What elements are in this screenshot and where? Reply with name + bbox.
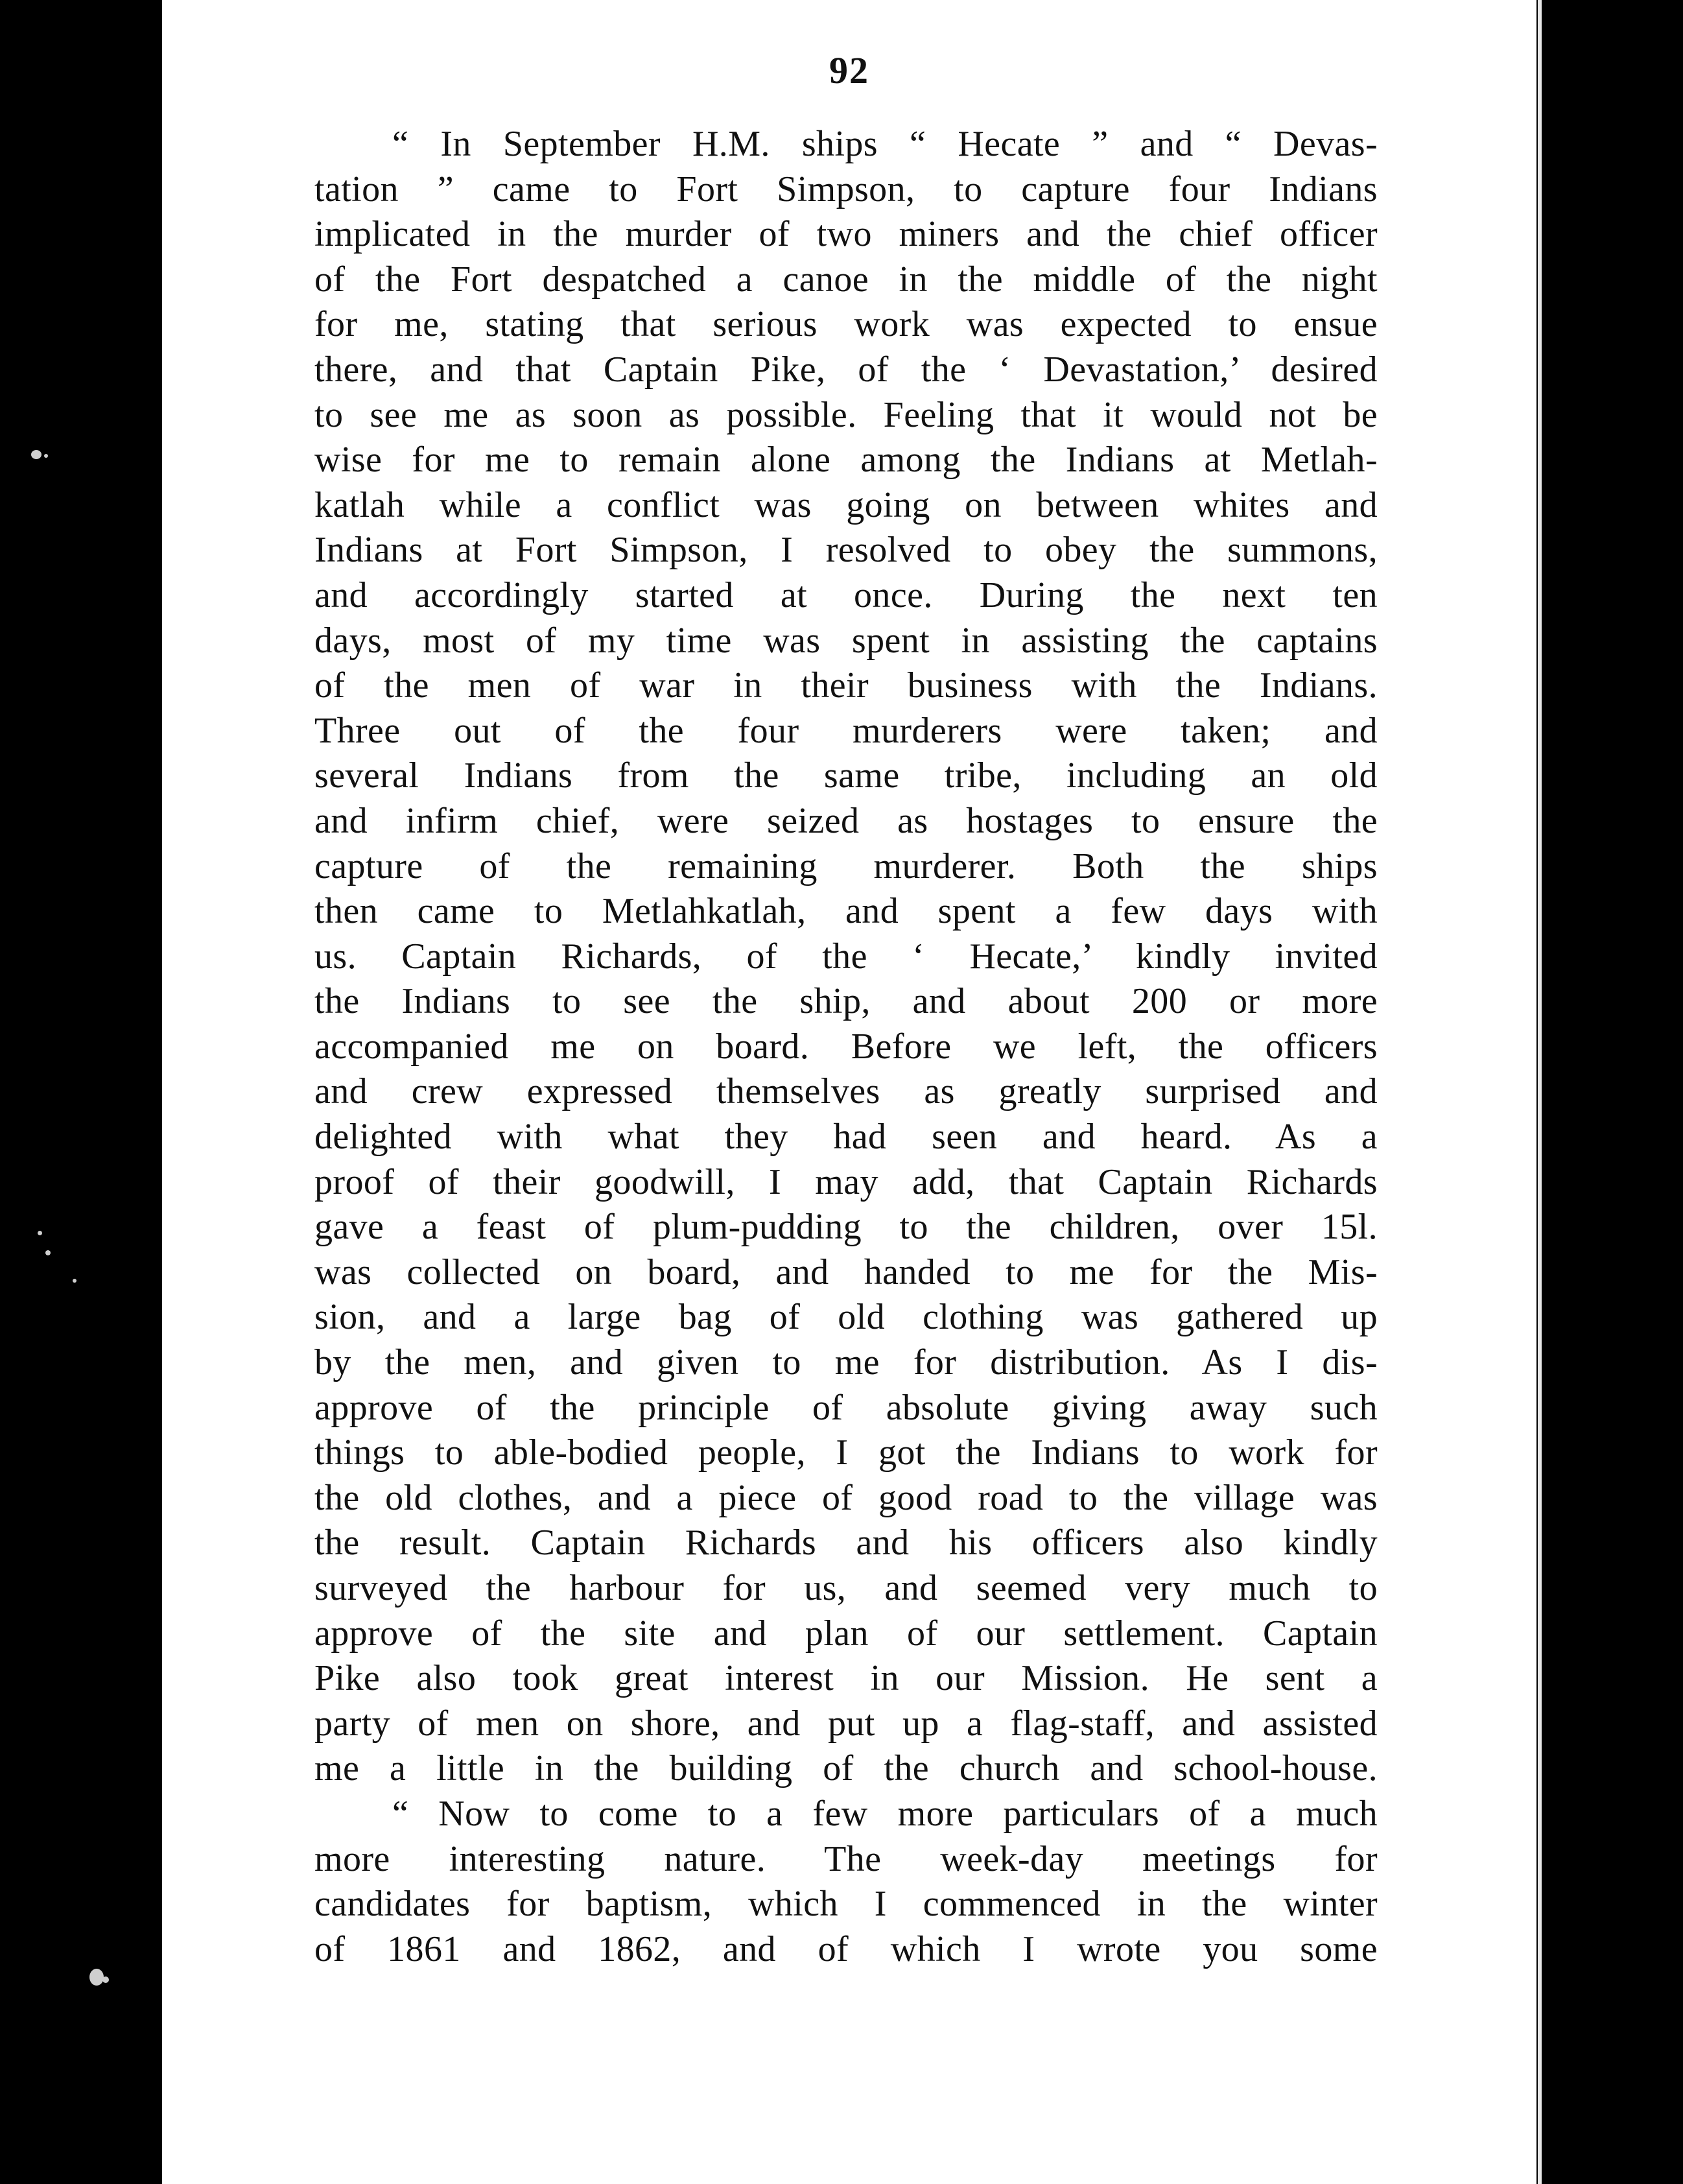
text-line: approve of the principle of absolute giving away such	[314, 1387, 1378, 1428]
text-line: candidates for baptism, which I commenced in the winter	[314, 1884, 1378, 1925]
text-line: katlah while a conflict was going on between whites and	[314, 484, 1378, 525]
scan-speck	[73, 1279, 76, 1283]
text-line: approve of the site and plan of our settlement. Captain	[314, 1613, 1378, 1654]
text-line: then came to Metlahkatlah, and spent a few days with	[314, 891, 1378, 932]
paragraph-2	[314, 1792, 1378, 1972]
text-line: “ Now to come to a few more particulars of a much	[392, 1793, 1378, 1834]
text-line: surveyed the harbour for us, and seemed very much to	[314, 1568, 1378, 1608]
scan-left-border	[0, 0, 162, 2184]
text-line: Indians at Fort Simpson, I resolved to obey the summons,	[314, 530, 1378, 571]
scan-speck	[102, 1976, 109, 1983]
text-line: “ In September H.M. ships “ Hecate ” and “ Devas-	[392, 124, 1378, 164]
text-line: us. Captain Richards, of the ‘ Hecate,’ kindly invited	[314, 936, 1378, 977]
text-line: accompanied me on board. Before we left, the officers	[314, 1026, 1378, 1067]
text-line: of the Fort despatched a canoe in the middle of the night	[314, 259, 1378, 300]
body-text	[314, 122, 1378, 1972]
text-line: more interesting nature. The week-day meetings for	[314, 1838, 1378, 1879]
text-line: implicated in the murder of two miners and the chief officer	[314, 214, 1378, 255]
text-line: of 1861 and 1862, and of which I wrote you some	[314, 1929, 1378, 1969]
paragraph-1	[314, 122, 1378, 1792]
text-line: Pike also took great interest in our Mission. He sent a	[314, 1658, 1378, 1699]
text-line: tation ” came to Fort Simpson, to capture four Indians	[314, 169, 1378, 209]
text-line: was collected on board, and handed to me for the Mis-	[314, 1252, 1378, 1292]
text-line: gave a feast of plum-pudding to the children, over 15l.	[314, 1207, 1378, 1248]
text-line: wise for me to remain alone among the Indians at Metlah-	[314, 440, 1378, 481]
text-line: proof of their goodwill, I may add, that Captain Richards	[314, 1161, 1378, 1202]
text-line: for me, stating that serious work was expected to ensue	[314, 304, 1378, 345]
text-line: by the men, and given to me for distribution. As I dis-	[314, 1342, 1378, 1383]
text-line: of the men of war in their business with the Indians.	[314, 665, 1378, 706]
text-line: me a little in the building of the church and school-house.	[314, 1748, 1378, 1789]
text-line: there, and that Captain Pike, of the ‘ Devastation,’ desired	[314, 349, 1378, 390]
page-edge	[1538, 0, 1542, 2184]
text-line: to see me as soon as possible. Feeling that it would not be	[314, 394, 1378, 435]
text-line: capture of the remaining murderer. Both the ships	[314, 846, 1378, 886]
scan-right-border	[1536, 0, 1683, 2184]
text-line: days, most of my time was spent in assisting the captains	[314, 620, 1378, 661]
text-line: and crew expressed themselves as greatly surprised and	[314, 1071, 1378, 1112]
text-line: several Indians from the same tribe, including an old	[314, 755, 1378, 796]
text-line: party of men on shore, and put up a flag-staff, and assisted	[314, 1703, 1378, 1744]
text-line: and accordingly started at once. During the next ten	[314, 575, 1378, 615]
text-line: and infirm chief, were seized as hostages to ensure the	[314, 800, 1378, 841]
scan-speck	[89, 1969, 104, 1986]
scan-speck	[31, 450, 41, 459]
text-line: the Indians to see the ship, and about 200 or more	[314, 981, 1378, 1022]
text-line: the result. Captain Richards and his officers also kindly	[314, 1523, 1378, 1563]
text-line: delighted with what they had seen and heard. As a	[314, 1117, 1378, 1157]
scan-speck	[44, 454, 48, 458]
text-line: things to able-bodied people, I got the Indians to work for	[314, 1432, 1378, 1473]
scan-speck	[45, 1250, 51, 1255]
scan-speck	[38, 1231, 42, 1235]
page-number: 92	[829, 49, 869, 91]
text-line: the old clothes, and a piece of good road to the village was	[314, 1477, 1378, 1518]
text-line: Three out of the four murderers were taken; and	[314, 710, 1378, 751]
text-line: sion, and a large bag of old clothing was gathered up	[314, 1297, 1378, 1338]
